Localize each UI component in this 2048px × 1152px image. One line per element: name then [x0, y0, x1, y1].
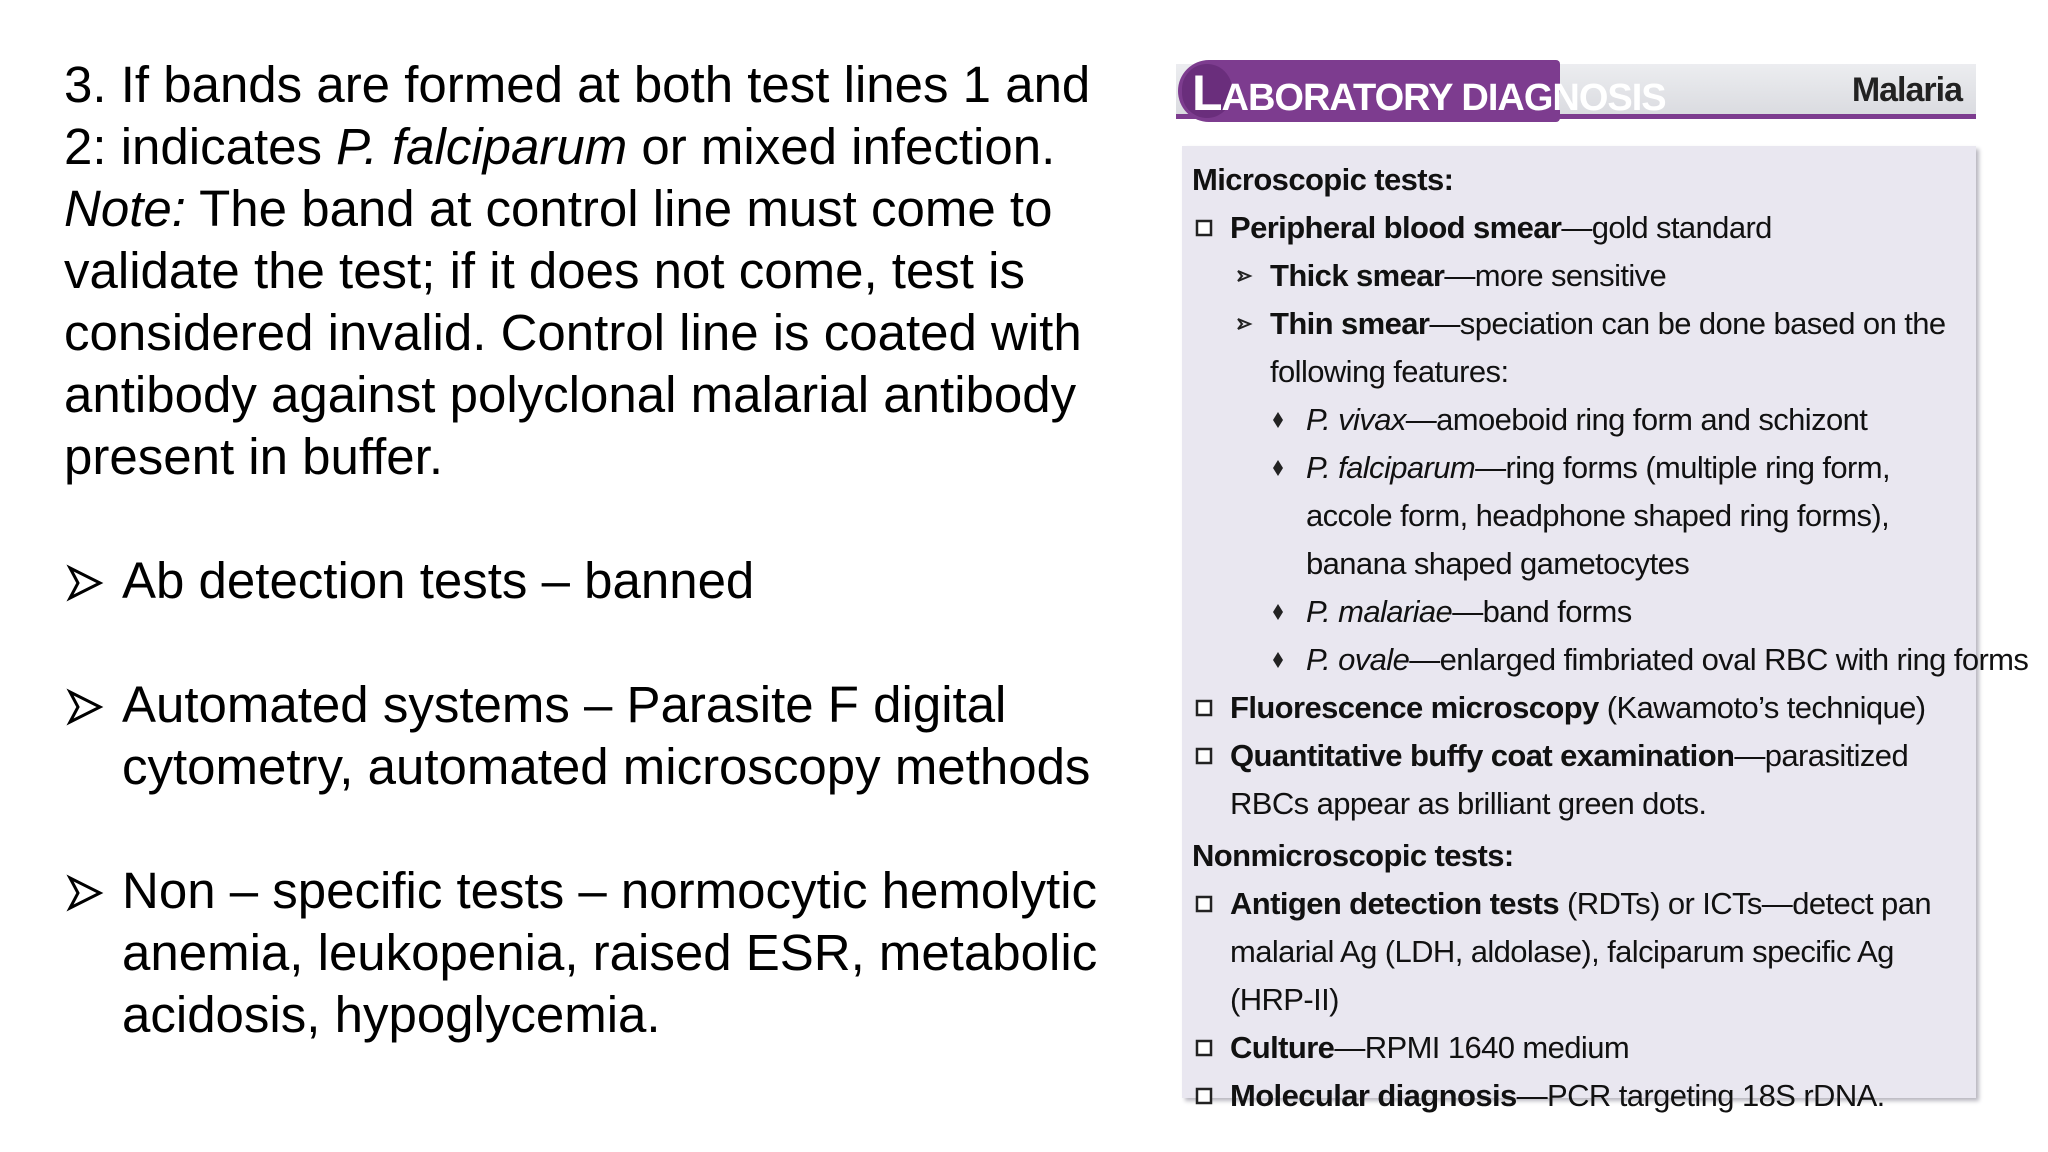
checkbox-square-icon [1194, 218, 1214, 238]
species-detail: —enlarged fimbriated oval RBC with ring forms [1409, 642, 2029, 677]
item-detail: —RPMI 1640 medium [1334, 1030, 1630, 1065]
item-label: Peripheral blood smear [1230, 210, 1562, 245]
item-antigen-detection [1192, 880, 1966, 1024]
checkbox-square-icon [1194, 746, 1214, 766]
note-label: Note: [64, 180, 186, 237]
figure-content [1192, 156, 2029, 1120]
species-detail: —amoeboid ring form and schizont [1405, 402, 1868, 437]
item-detail: —PCR targeting 18S rDNA. [1516, 1078, 1885, 1113]
microscopic-tests-heading: Microscopic tests: [1192, 162, 1454, 197]
item-peripheral-blood-smear [1192, 204, 1966, 252]
item-quantitative-buffy-coat [1192, 732, 1966, 828]
figure-header [1176, 58, 1976, 124]
species-label: P. ovale [1306, 642, 1410, 677]
title-rest: ABORATORY DIAGNOSIS [1221, 77, 1666, 119]
checkbox-square-icon [1194, 1086, 1214, 1106]
item-p-ovale [1192, 636, 2029, 684]
checkbox-square-icon [1194, 698, 1214, 718]
bullet-non-specific-tests [64, 860, 1134, 1046]
item-label: Thick smear [1270, 258, 1445, 293]
item-detail: —more sensitive [1444, 258, 1667, 293]
para-text-rest: or mixed infection. [627, 118, 1056, 175]
diamond-bullet-icon [1268, 458, 1288, 478]
species-label: P. falciparum [1306, 450, 1476, 485]
diamond-bullet-icon [1268, 410, 1288, 430]
bullet-text: Ab detection tests – banned [122, 552, 755, 609]
arrow-bullet-icon [64, 674, 104, 736]
header-title-pill [1178, 60, 1666, 122]
diamond-bullet-icon [1268, 602, 1288, 622]
item-detail: —gold standard [1561, 210, 1772, 245]
item-p-vivax [1192, 396, 1966, 444]
item-label: Molecular diagnosis [1230, 1078, 1517, 1113]
arrow-bullet-icon [64, 860, 104, 922]
item-label: Culture [1230, 1030, 1335, 1065]
bullet-text: Non – specific tests – normocytic hemolytic anemia, leukopenia, raised ESR, metabolic acidosis, hypoglycemia. [122, 862, 1098, 1043]
bullet-ab-detection [64, 550, 1134, 612]
item-culture [1192, 1024, 1966, 1072]
slide-text [64, 54, 1134, 1046]
item-label: Thin smear [1270, 306, 1430, 341]
item-detail: —parasitized RBCs appear as brilliant green dots. [1230, 738, 1909, 821]
arrow-bullet-icon [64, 550, 104, 612]
item-fluorescence-microscopy [1192, 684, 1966, 732]
note-text: The band at control line must come to validate the test; if it does not come, test is considered invalid. Control line is coated with antibody against polyclonal malarial antibody present in buffer. [64, 180, 1082, 485]
item-detail: —speciation can be done based on the following features: [1270, 306, 1946, 389]
figure-title [1192, 65, 1666, 123]
checkbox-square-icon [1194, 894, 1214, 914]
species-detail: —ring forms (multiple ring form, accole form, headphone shaped ring forms), banana shaped gametocytes [1306, 450, 1891, 581]
species-detail: —band forms [1452, 594, 1632, 629]
bullet-automated-systems [64, 674, 1134, 798]
item-label: Antigen detection tests [1230, 886, 1559, 921]
item-detail: (RDTs) or ICTs—detect pan malarial Ag (LDH, aldolase), falciparum specific Ag (HRP-II) [1230, 886, 1931, 1017]
species-name: P. falciparum [336, 118, 628, 175]
title-initial: L [1192, 65, 1222, 121]
item-thin-smear [1192, 300, 1966, 396]
item-p-malariae [1192, 588, 1966, 636]
figure-content-box [1182, 146, 2029, 1113]
checkbox-square-icon [1194, 1038, 1214, 1058]
band-interpretation-paragraph [64, 54, 1134, 488]
item-thick-smear [1192, 252, 1966, 300]
species-label: P. vivax [1306, 402, 1406, 437]
item-p-falciparum [1192, 444, 1966, 588]
nonmicroscopic-tests-heading: Nonmicroscopic tests: [1192, 838, 1514, 873]
diamond-bullet-icon [1268, 650, 1288, 670]
para-text: 3. If bands are formed at both test lines 1 and 2: indicates [64, 56, 1091, 175]
species-label: P. malariae [1306, 594, 1453, 629]
laboratory-diagnosis-figure [1176, 58, 2029, 1113]
item-label: Fluorescence microscopy [1230, 690, 1599, 725]
figure-topic: Malaria [1851, 71, 1962, 109]
arrowhead-icon [1234, 314, 1254, 334]
arrowhead-icon [1234, 266, 1254, 286]
bullet-text: Automated systems – Parasite F digital cytometry, automated microscopy methods [122, 676, 1091, 795]
item-label: Quantitative buffy coat examination [1230, 738, 1735, 773]
item-molecular-diagnosis [1192, 1072, 1966, 1120]
item-detail: (Kawamoto’s technique) [1598, 690, 1926, 725]
